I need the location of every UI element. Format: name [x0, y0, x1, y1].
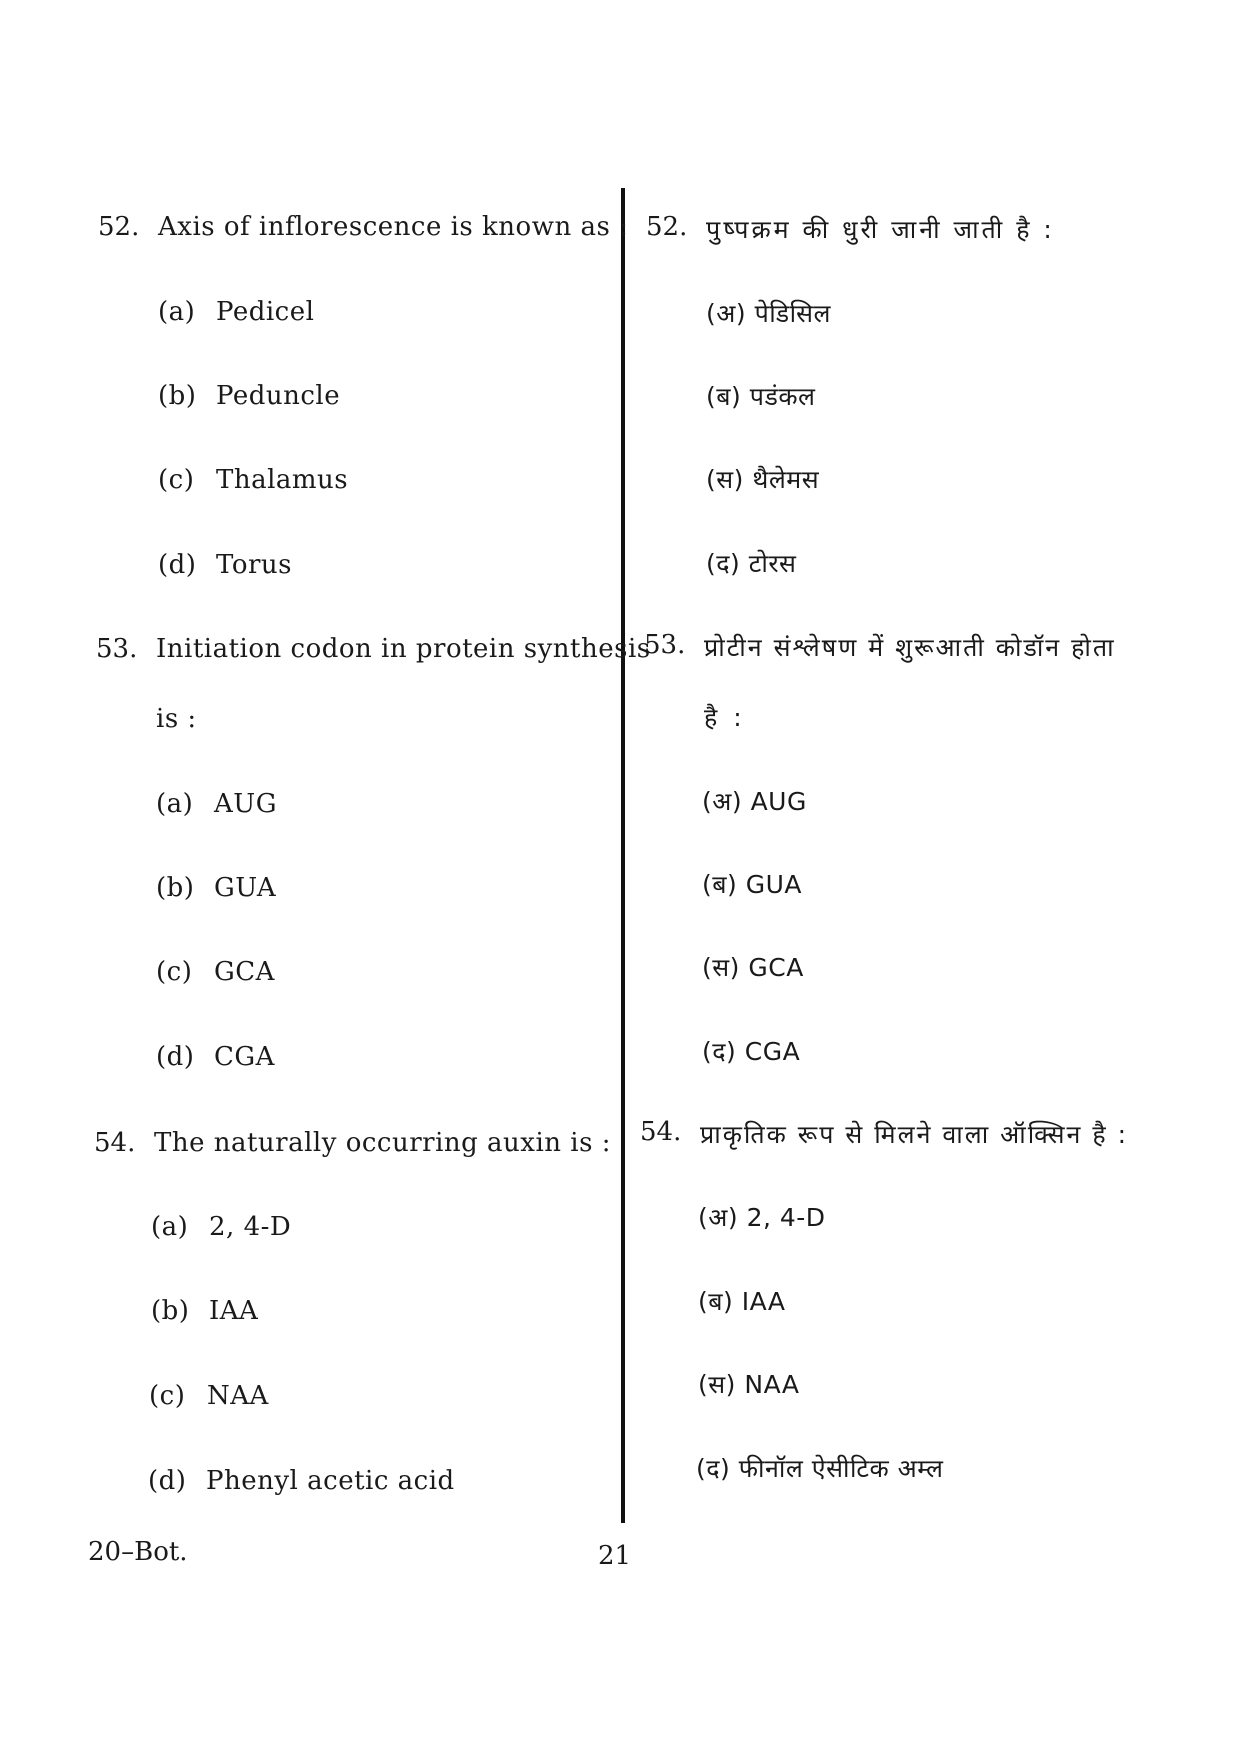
- question-53-option-a-hi: (अ) AUG: [702, 787, 807, 816]
- question-52-number: 52.: [98, 212, 140, 242]
- question-53-text-line2: is :: [156, 704, 197, 734]
- question-52-number-hi: 52.: [646, 212, 688, 242]
- question-54-option-d-hi: (द) फीनॉल ऐसीटिक अम्ल: [696, 1454, 944, 1483]
- question-54-option-b: (b) IAA: [151, 1296, 259, 1326]
- question-52-option-a: (a) Pedicel: [158, 297, 315, 327]
- column-divider: [621, 188, 625, 1523]
- question-52-option-d-hi: (द) टोरस: [706, 549, 797, 578]
- question-54-number-hi: 54.: [640, 1117, 682, 1147]
- question-53-text-line2-hi: है :: [704, 703, 746, 732]
- question-54-option-a-hi: (अ) 2, 4-D: [698, 1203, 826, 1232]
- question-52-option-c-hi: (स) थैलेमस: [706, 465, 820, 494]
- question-53-number-hi: 53.: [644, 630, 686, 660]
- page-number: 21: [598, 1541, 632, 1571]
- question-54-text: The naturally occurring auxin is :: [154, 1128, 611, 1158]
- question-53-option-a: (a) AUG: [156, 789, 277, 819]
- question-53-option-b-hi: (ब) GUA: [702, 870, 803, 899]
- question-53-option-d: (d) CGA: [156, 1042, 275, 1072]
- question-52-text: Axis of inflorescence is known as :: [158, 212, 629, 242]
- question-53-option-d-hi: (द) CGA: [702, 1037, 801, 1066]
- question-53-text-line1-hi: प्रोटीन संश्लेषण में शुरूआती कोडॉन होता: [704, 633, 1116, 662]
- question-54-number: 54.: [94, 1128, 136, 1158]
- question-52-option-b-hi: (ब) पडंकल: [706, 382, 816, 411]
- question-53-option-c: (c) GCA: [156, 957, 275, 987]
- question-52-option-b: (b) Peduncle: [158, 381, 341, 411]
- question-54-option-c: (c) NAA: [149, 1381, 269, 1411]
- question-54-option-c-hi: (स) NAA: [698, 1370, 800, 1399]
- question-52-text-hi: पुष्पक्रम की धुरी जानी जाती है :: [706, 215, 1055, 244]
- question-53-option-c-hi: (स) GCA: [702, 953, 804, 982]
- question-52-option-a-hi: (अ) पेडिसिल: [706, 299, 831, 328]
- question-54-text-hi: प्राकृतिक रूप से मिलने वाला ऑक्सिन है :: [700, 1120, 1129, 1149]
- question-52-option-d: (d) Torus: [158, 550, 292, 580]
- question-54-option-d: (d) Phenyl acetic acid: [148, 1466, 455, 1496]
- question-54-option-a: (a) 2, 4-D: [151, 1212, 292, 1242]
- question-52-option-c: (c) Thalamus: [158, 465, 349, 495]
- question-54-option-b-hi: (ब) IAA: [698, 1287, 786, 1316]
- booklet-code: 20–Bot.: [88, 1537, 188, 1567]
- question-53-option-b: (b) GUA: [156, 873, 277, 903]
- question-53-text-line1: Initiation codon in protein synthesis: [156, 634, 651, 664]
- question-53-number: 53.: [96, 634, 138, 664]
